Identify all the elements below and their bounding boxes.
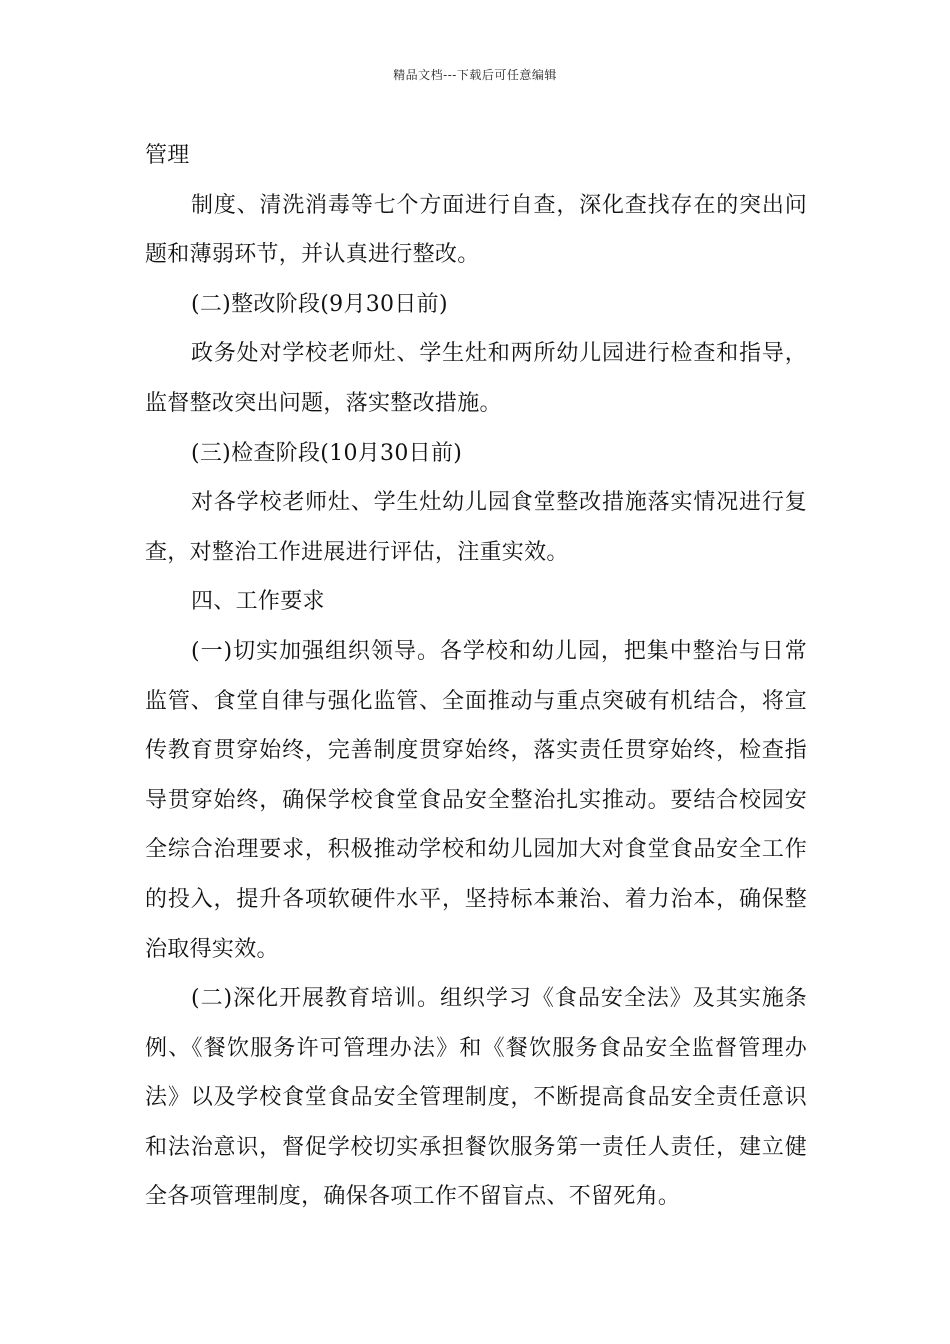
section-heading-rectification: (二)整改阶段(9月30日前) [191, 291, 448, 317]
paragraph-inspection: 对各学校老师灶、学生灶幼儿园食堂整改措施落实情况进行复查，对整治工作进展进行评估，注重实效。 [145, 490, 807, 565]
section-heading-requirements: 四、工作要求 [191, 589, 325, 615]
section-heading-inspection: (三)检查阶段(10月30日前) [191, 440, 463, 466]
document-body [145, 131, 807, 1222]
paragraph-leadership: (一)切实加强组织领导。各学校和幼儿园，把集中整治与日常监管、食堂自律与强化监管、全面推动与重点突破有机结合，将宣传教育贯穿始终，完善制度贯穿始终，落实责任贯穿始终，检查指导贯穿始终，确保学校食堂食品安全整治扎实推动。要结合校园安全综合治理要求，积极推动学校和幼儿园加大对食堂食品安全工作的投入，提升各项软硬件水平，坚持标本兼治、着力治本，确保整治取得实效。 [145, 638, 807, 962]
paragraph-continuation: 管理 [145, 143, 190, 168]
page-header: 精品文档---下载后可任意编辑 [393, 68, 557, 82]
paragraph-rectification: 政务处对学校老师灶、学生灶和两所幼儿园进行检查和指导，监督整改突出问题，落实整改措施。 [145, 341, 807, 416]
paragraph-self-check: 制度、清洗消毒等七个方面进行自查，深化查找存在的突出问题和薄弱环节，并认真进行整改。 [145, 192, 807, 268]
paragraph-training: (二)深化开展教育培训。组织学习《食品安全法》及其实施条例、《餐饮服务许可管理办法》和《餐饮服务食品安全监督管理办法》以及学校食堂食品安全管理制度，不断提高食品安全责任意识和法治意识，督促学校切实承担餐饮服务第一责任人责任，建立健全各项管理制度，确保各项工作不留盲点、不留死角。 [145, 986, 807, 1210]
